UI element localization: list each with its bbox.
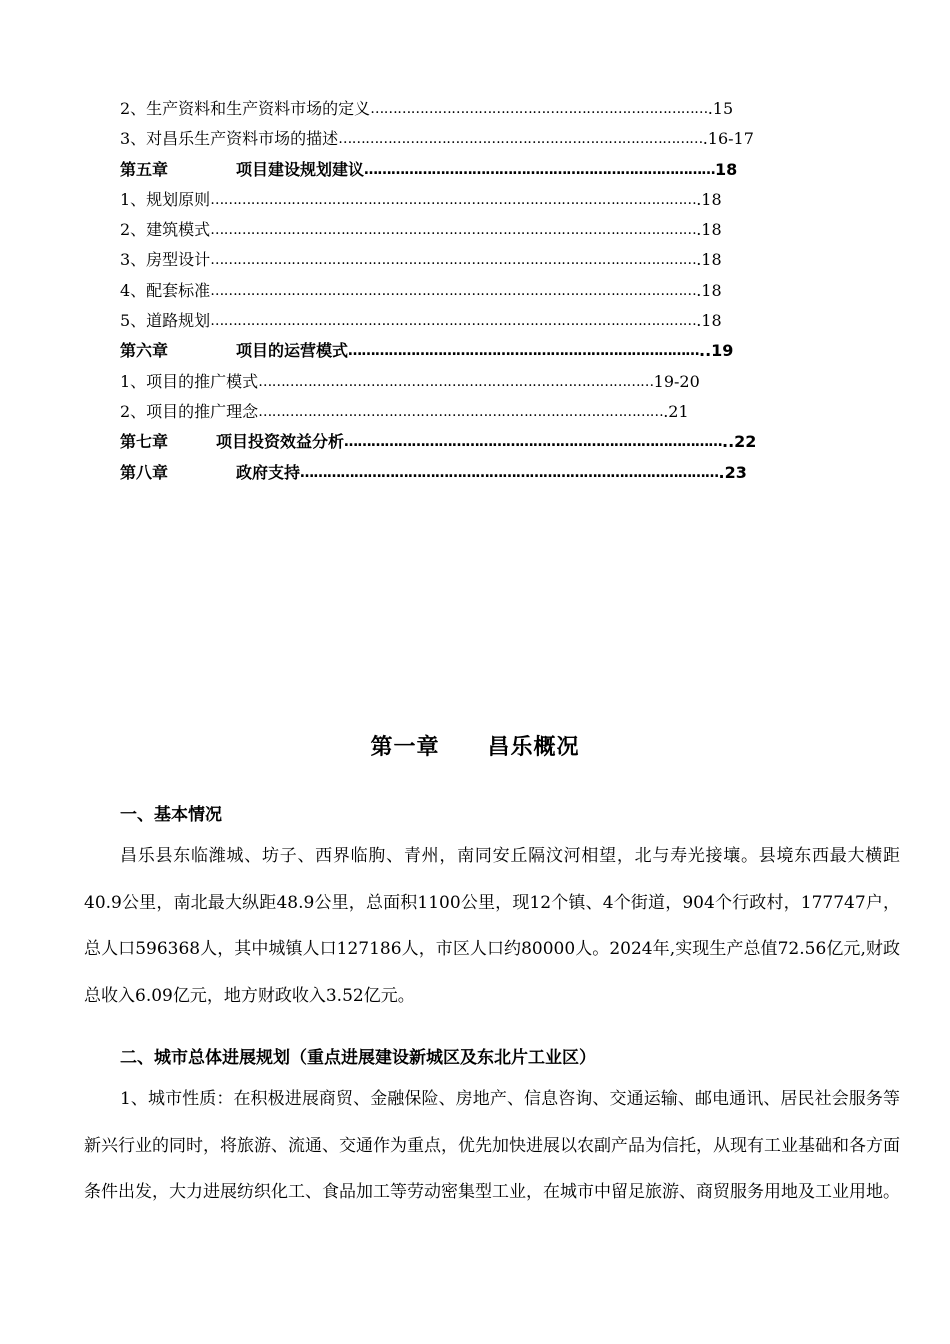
toc-entry-title: 1、项目的推广模式 <box>120 371 259 391</box>
toc-page-number: .23 <box>718 462 747 482</box>
chapter-heading <box>0 730 950 761</box>
toc-entry[interactable] <box>120 245 860 275</box>
toc-page-number: .18 <box>696 250 722 270</box>
section-heading-basic-info: 一、基本情况 <box>120 805 222 825</box>
toc-leader-dots: ……………………………………………………………………………………………… <box>210 252 697 269</box>
toc-chapter-title: 项目的运营模式 <box>236 341 349 361</box>
toc-entry[interactable] <box>120 276 860 306</box>
toc-leader-dots: …………………………………………………………………… <box>364 161 716 178</box>
toc-entry-title: 3、对昌乐生产资料市场的描述 <box>120 129 339 149</box>
toc-leader-dots: ………………………………………………………………………… <box>344 434 723 451</box>
toc-page-number: .15 <box>707 99 734 118</box>
toc-chapter-entry[interactable] <box>120 427 860 457</box>
toc-page-number: .18 <box>696 280 722 300</box>
toc-page-number: 18 <box>715 159 738 179</box>
toc-leader-dots: ………………………………………………………………… <box>370 101 708 117</box>
toc-leader-dots: …………………………………………………………………… <box>348 343 700 360</box>
toc-entry-title: 2、建筑模式 <box>120 220 211 240</box>
table-of-contents <box>120 94 860 488</box>
toc-chapter-number: 第七章 <box>120 432 169 452</box>
paragraph-city-nature: 1、城市性质：在积极进展商贸、金融保险、房地产、信息咨询、交通运输、邮电通讯、居民社会服务等新兴行业的同时，将旅游、流通、交通作为重点，优先加快进展以农副产品为信托，从现有工业基础和各方面条件出发，大力进展纺织化工、食品加工等劳动密集型工业，在城市中留足旅游、商贸服务用地及工业用地。 <box>84 1089 900 1202</box>
toc-entry[interactable] <box>120 124 860 154</box>
toc-leader-dots: ……………………………………….…………………………………… <box>258 373 654 390</box>
toc-page-number: ..19 <box>699 341 734 361</box>
toc-entry[interactable] <box>120 367 860 397</box>
toc-leader-dots: ……………………………………………………………………………………………… <box>210 313 697 330</box>
toc-chapter-number: 第六章 <box>120 341 169 361</box>
paragraph-basic-info: 昌乐县东临潍城、坊子、西界临朐、青州，南同安丘隔汶河相望，北与寿光接壤。县境东西最大横距40.9公里，南北最大纵距48.9公里，总面积1100公里，现12个镇、4个街道，904个行政村，177747户，总人口596368人，其中城镇人口127186人，市区人口约80000人。2024年,实现生产总值72.56亿元,财政总收入6.09亿元，地方财政收入3.52亿元。 <box>84 846 900 1006</box>
toc-leader-dots: ………………………………………………………………………………… <box>300 464 719 481</box>
toc-page-number: .18 <box>696 220 722 240</box>
toc-page-number: .21 <box>663 401 689 421</box>
toc-entry[interactable] <box>120 215 860 245</box>
toc-entry-title: 2、生产资料和生产资料市场的定义 <box>120 99 371 118</box>
toc-chapter-entry[interactable] <box>120 458 860 488</box>
toc-page-number: .18 <box>696 311 722 331</box>
toc-chapter-title: 项目建设规划建议 <box>236 159 365 179</box>
chapter-title-text: 昌乐概况 <box>487 735 580 760</box>
toc-leader-dots: ……………………………………………………………………… <box>338 131 703 148</box>
toc-entry[interactable] <box>120 306 860 336</box>
toc-leader-dots: ……………………………………………………………………………………………… <box>210 222 697 239</box>
toc-chapter-number: 第八章 <box>120 462 169 482</box>
toc-page-number: .18 <box>696 189 722 209</box>
toc-entry[interactable] <box>120 94 860 124</box>
chapter-number: 第一章 <box>370 735 440 760</box>
toc-chapter-entry[interactable] <box>120 155 860 185</box>
toc-entry-title: 1、规划原则 <box>120 189 211 209</box>
toc-page-number: .16-17 <box>702 129 754 149</box>
toc-chapter-number: 第五章 <box>120 159 169 179</box>
toc-page-number: ..22 <box>722 432 757 452</box>
toc-leader-dots: ……………………………………………………………………………… <box>258 403 664 420</box>
toc-chapter-title: 项目投资效益分析 <box>216 432 345 452</box>
toc-chapter-entry[interactable] <box>120 336 860 366</box>
toc-leader-dots: ……………………………………………………………………………………………… <box>210 282 697 299</box>
toc-entry-title: 3、房型设计 <box>120 250 211 270</box>
toc-entry[interactable] <box>120 185 860 215</box>
toc-entry-title: 2、项目的推广理念 <box>120 401 259 421</box>
toc-entry[interactable] <box>120 397 860 427</box>
toc-page-number: 19-20 <box>653 371 700 391</box>
toc-entry-title: 4、配套标准 <box>120 280 211 300</box>
section-heading-city-planning: 二、城市总体进展规划（重点进展建设新城区及东北片工业区） <box>120 1048 596 1068</box>
toc-entry-title: 5、道路规划 <box>120 311 211 331</box>
toc-leader-dots: ……………………………………………………………………………………………… <box>210 191 697 208</box>
toc-chapter-title: 政府支持 <box>236 462 301 482</box>
